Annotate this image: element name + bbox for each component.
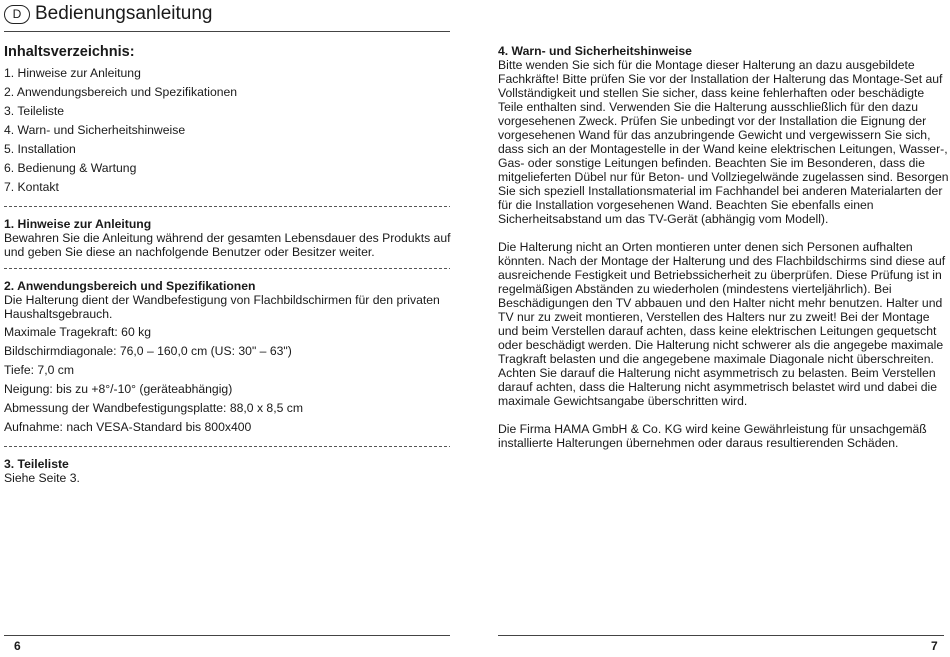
page-number: 6 xyxy=(14,639,21,653)
section-4-paragraph-1: Bitte wenden Sie sich für die Montage dieser Halterung an dazu ausgebildete Fachkräfte! Bitte prüfen Sie vor der Installation der Halterung das Montage-Set auf Vollständigkeit und stellen Sie sicher, dass keine fehlerhaften oder beschädigte Teile enthalten sind. Verwenden Sie die Halterung ausschließlich für den dazu vorgesehenen Zweck. Prüfen Sie unbedingt vor der Installation die Eignung der vorgesehenen Wand für das anzubringende Gewicht und vergewissern Sie sich, dass sich an der Montagestelle in der Wand keine elektrischen Leitungen, Wasser-, Gas- oder sonstige Leitungen befinden. Beachten Sie im Besonderen, dass die mitgelieferten Dübel nur für Beton- und Vollziegelwände zugelassen sind. Besorgen Sie sich speziell Installationsmaterial im Fachhandel bei anderen Materialarten der für die Installation vorgesehenen Wand. Beachten Sie ebenfalls einen Sicherheitsabstand um das TV-Gerät (abhängig vom Modell). xyxy=(498,58,949,226)
paragraph-gap xyxy=(498,408,950,422)
toc-item: 5. Installation xyxy=(4,142,76,156)
toc-item: 4. Warn- und Sicherheitshinweise xyxy=(4,123,186,137)
spec-item: Maximale Tragekraft: 60 kg xyxy=(4,325,151,339)
footer-divider xyxy=(4,635,450,636)
page-header xyxy=(4,2,450,32)
header-divider xyxy=(4,31,450,32)
page-title: Bedienungsanleitung xyxy=(35,3,213,24)
section-1-text: Bewahren Sie die Anleitung während der gesamten Lebensdauer des Produkts auf und geben Sie diese an nachfolgende Benutzer oder Besitzer weiter. xyxy=(4,231,451,259)
spec-item: Aufnahme: nach VESA-Standard bis 800x400 xyxy=(4,420,252,434)
dashed-divider xyxy=(4,446,450,447)
footer-divider xyxy=(498,635,944,636)
toc-item: 1. Hinweise zur Anleitung xyxy=(4,66,141,80)
section-1-heading: 1. Hinweise zur Anleitung xyxy=(4,217,152,231)
spec-item: Neigung: bis zu +8°/-10° (geräteabhängig) xyxy=(4,382,233,396)
section-3-text: Siehe Seite 3. xyxy=(4,471,80,485)
section-4-heading: 4. Warn- und Sicherheitshinweise xyxy=(498,44,692,58)
dashed-divider xyxy=(4,268,450,269)
spec-item: Tiefe: 7,0 cm xyxy=(4,363,74,377)
paragraph-gap xyxy=(498,226,950,240)
toc-list xyxy=(4,64,454,197)
section-3-heading: 3. Teileliste xyxy=(4,457,69,471)
section-4-paragraph-3: Die Firma HAMA GmbH & Co. KG wird keine Gewährleistung für unsachgemäß installierte Halterungen übernehmen oder daraus resultierenden Schäden. xyxy=(498,422,927,450)
toc-item: 6. Bedienung & Wartung xyxy=(4,161,137,175)
dashed-divider xyxy=(4,206,450,207)
section-1 xyxy=(4,217,454,259)
page-number: 7 xyxy=(931,639,938,653)
section-2 xyxy=(4,279,454,437)
toc-heading: Inhaltsverzeichnis: xyxy=(4,44,135,60)
left-page xyxy=(0,0,460,657)
section-2-heading: 2. Anwendungsbereich und Spezifikationen xyxy=(4,279,256,293)
spec-item: Bildschirmdiagonale: 76,0 – 160,0 cm (US: 30" – 63") xyxy=(4,344,292,358)
section-4-paragraph-2: Die Halterung nicht an Orten montieren unter denen sich Personen aufhalten könnten. Nach der Montage der Halterung und des Flachbildschirms sind diese auf ausreichende Festigkeit und Betriebssicherheit zu überprüfen. Diese Prüfung ist in regelmäßigen Abständen zu wiederholen (mindestens vierteljährlich). Bei Beschädigungen den TV abbauen und den Halter nicht mehr benutzen. Halter und TV nur zu zweit montieren, Verstellen des Halters nur zu zweit! Bei der Montage und beim Verstellen darauf achten, dass keine elektrischen Leitungen gequetscht oder beschädigt werden. Die Halterung nicht schwerer als die angegebe maximale Tragkraft belasten und die angegebene maximale Diagonale nicht überschreiten. Achten Sie darauf die Halterung nicht asymmetrisch zu belasten. Beim Verstellen darauf achten, dass die Halterung nicht asymmetrisch belastet wird und dabei die maximale Gewichtsangabe überschritten wird. xyxy=(498,240,946,408)
right-page xyxy=(490,0,950,657)
left-content xyxy=(4,42,454,485)
spec-item: Abmessung der Wandbefestigungsplatte: 88,0 x 8,5 cm xyxy=(4,401,303,415)
section-3 xyxy=(4,457,454,485)
right-content xyxy=(498,44,950,450)
language-badge: D xyxy=(4,5,30,24)
section-2-intro: Die Halterung dient der Wandbefestigung von Flachbildschirmen für den privaten Haushaltsgebrauch. xyxy=(4,293,440,321)
toc-item: 3. Teileliste xyxy=(4,104,65,118)
toc-item: 2. Anwendungsbereich und Spezifikationen xyxy=(4,85,238,99)
toc-item: 7. Kontakt xyxy=(4,180,59,194)
